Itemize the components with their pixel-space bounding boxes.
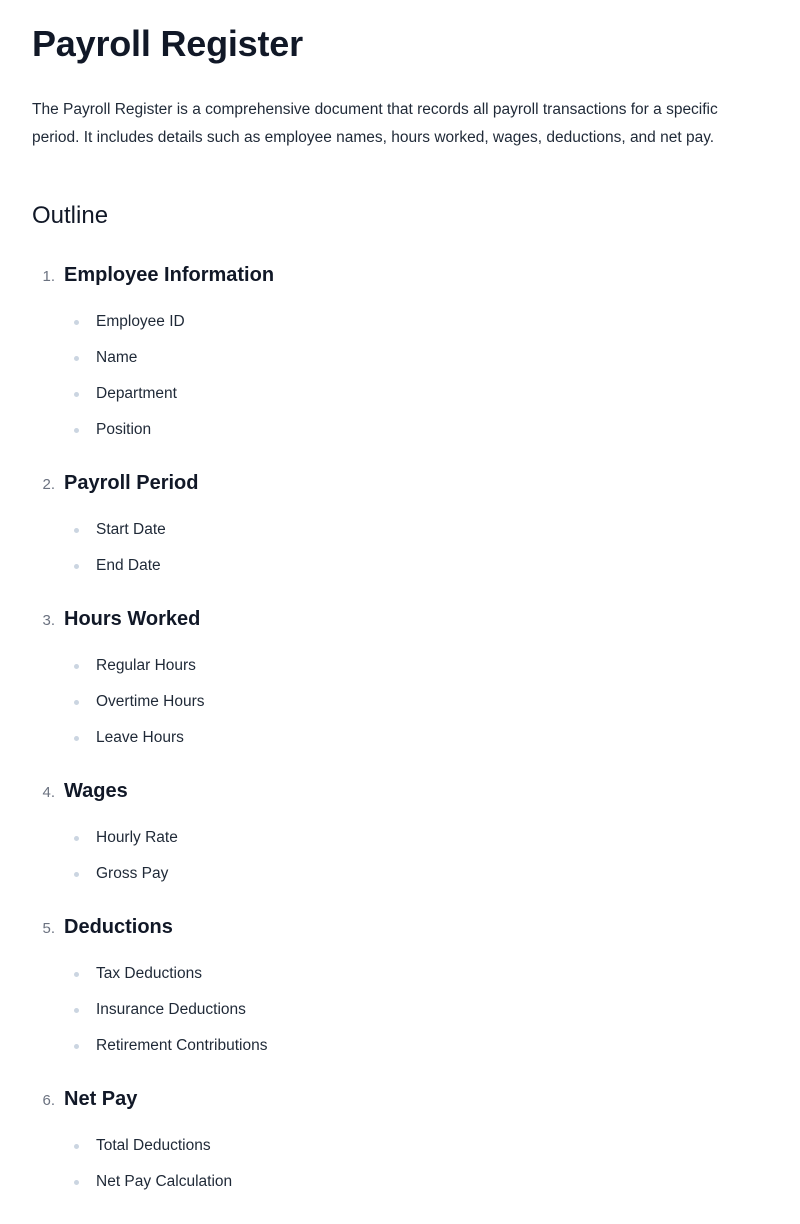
- page-title: Payroll Register: [32, 23, 303, 64]
- section-number: 1.: [42, 268, 55, 285]
- list-item-label: Hourly Rate: [96, 829, 178, 846]
- section-number: 3.: [42, 612, 55, 629]
- list-item-label: Total Deductions: [96, 1137, 211, 1154]
- list-item: [32, 648, 768, 684]
- outline-section: [32, 264, 768, 448]
- bullet-icon: [32, 356, 96, 361]
- bullet-icon: [32, 1180, 96, 1185]
- list-item-label: Insurance Deductions: [96, 1001, 246, 1018]
- section-number: 2.: [42, 476, 55, 493]
- list-item: [32, 1128, 768, 1164]
- list-item-label: Leave Hours: [96, 729, 184, 746]
- list-item: [32, 1164, 768, 1200]
- list-item-label: Position: [96, 421, 152, 438]
- section-header: [32, 780, 768, 814]
- outline-section: [32, 916, 768, 1064]
- bullet-icon: [32, 564, 96, 569]
- list-item: [32, 340, 768, 376]
- list-item-label: Start Date: [96, 521, 166, 538]
- list-item-label: Department: [96, 385, 177, 402]
- list-item-label: Employee ID: [96, 313, 185, 330]
- section-title: Hours Worked: [64, 608, 201, 630]
- outline-section: [32, 608, 768, 756]
- list-item: [32, 720, 768, 756]
- intro-paragraph: The Payroll Register is a comprehensive document that records all payroll transactions for a specific period. It includes details such as employee names, hours worked, wages, deductions, and net pay.: [32, 101, 718, 146]
- bullet-icon: [32, 528, 96, 533]
- section-item-list: [32, 820, 768, 892]
- outline-list: [32, 264, 768, 1224]
- list-item-label: Gross Pay: [96, 865, 169, 882]
- bullet-icon: [32, 1008, 96, 1013]
- section-header: [32, 1088, 768, 1122]
- bullet-icon: [32, 836, 96, 841]
- bullet-icon: [32, 320, 96, 325]
- list-item: [32, 548, 768, 584]
- list-item: [32, 512, 768, 548]
- section-item-list: [32, 512, 768, 584]
- section-number: 6.: [42, 1092, 55, 1109]
- list-item-label: Regular Hours: [96, 657, 196, 674]
- section-title: Deductions: [64, 916, 173, 938]
- section-title: Net Pay: [64, 1088, 138, 1110]
- outline-section: [32, 1088, 768, 1200]
- outline-section: [32, 780, 768, 892]
- outline-heading: Outline: [32, 202, 109, 229]
- list-item-label: Net Pay Calculation: [96, 1173, 233, 1190]
- section-title: Employee Information: [64, 264, 275, 286]
- bullet-icon: [32, 1144, 96, 1149]
- section-header: [32, 472, 768, 506]
- list-item: [32, 376, 768, 412]
- section-header: [32, 916, 768, 950]
- section-item-list: [32, 1128, 768, 1200]
- bullet-icon: [32, 428, 96, 433]
- section-number: 5.: [42, 920, 55, 937]
- section-item-list: [32, 956, 768, 1064]
- list-item: [32, 956, 768, 992]
- list-item: [32, 304, 768, 340]
- section-header: [32, 608, 768, 642]
- bullet-icon: [32, 872, 96, 877]
- list-item-label: Retirement Contributions: [96, 1037, 268, 1054]
- section-item-list: [32, 648, 768, 756]
- list-item: [32, 992, 768, 1028]
- section-number: 4.: [42, 784, 55, 801]
- section-title: Wages: [64, 780, 128, 802]
- section-header: [32, 264, 768, 298]
- list-item: [32, 684, 768, 720]
- bullet-icon: [32, 664, 96, 669]
- list-item: [32, 856, 768, 892]
- list-item-label: End Date: [96, 557, 161, 574]
- list-item: [32, 412, 768, 448]
- bullet-icon: [32, 392, 96, 397]
- list-item: [32, 820, 768, 856]
- list-item-label: Overtime Hours: [96, 693, 205, 710]
- bullet-icon: [32, 700, 96, 705]
- bullet-icon: [32, 972, 96, 977]
- outline-section: [32, 472, 768, 584]
- bullet-icon: [32, 736, 96, 741]
- list-item-label: Name: [96, 349, 138, 366]
- list-item: [32, 1028, 768, 1064]
- section-item-list: [32, 304, 768, 448]
- section-title: Payroll Period: [64, 472, 199, 494]
- list-item-label: Tax Deductions: [96, 965, 202, 982]
- bullet-icon: [32, 1044, 96, 1049]
